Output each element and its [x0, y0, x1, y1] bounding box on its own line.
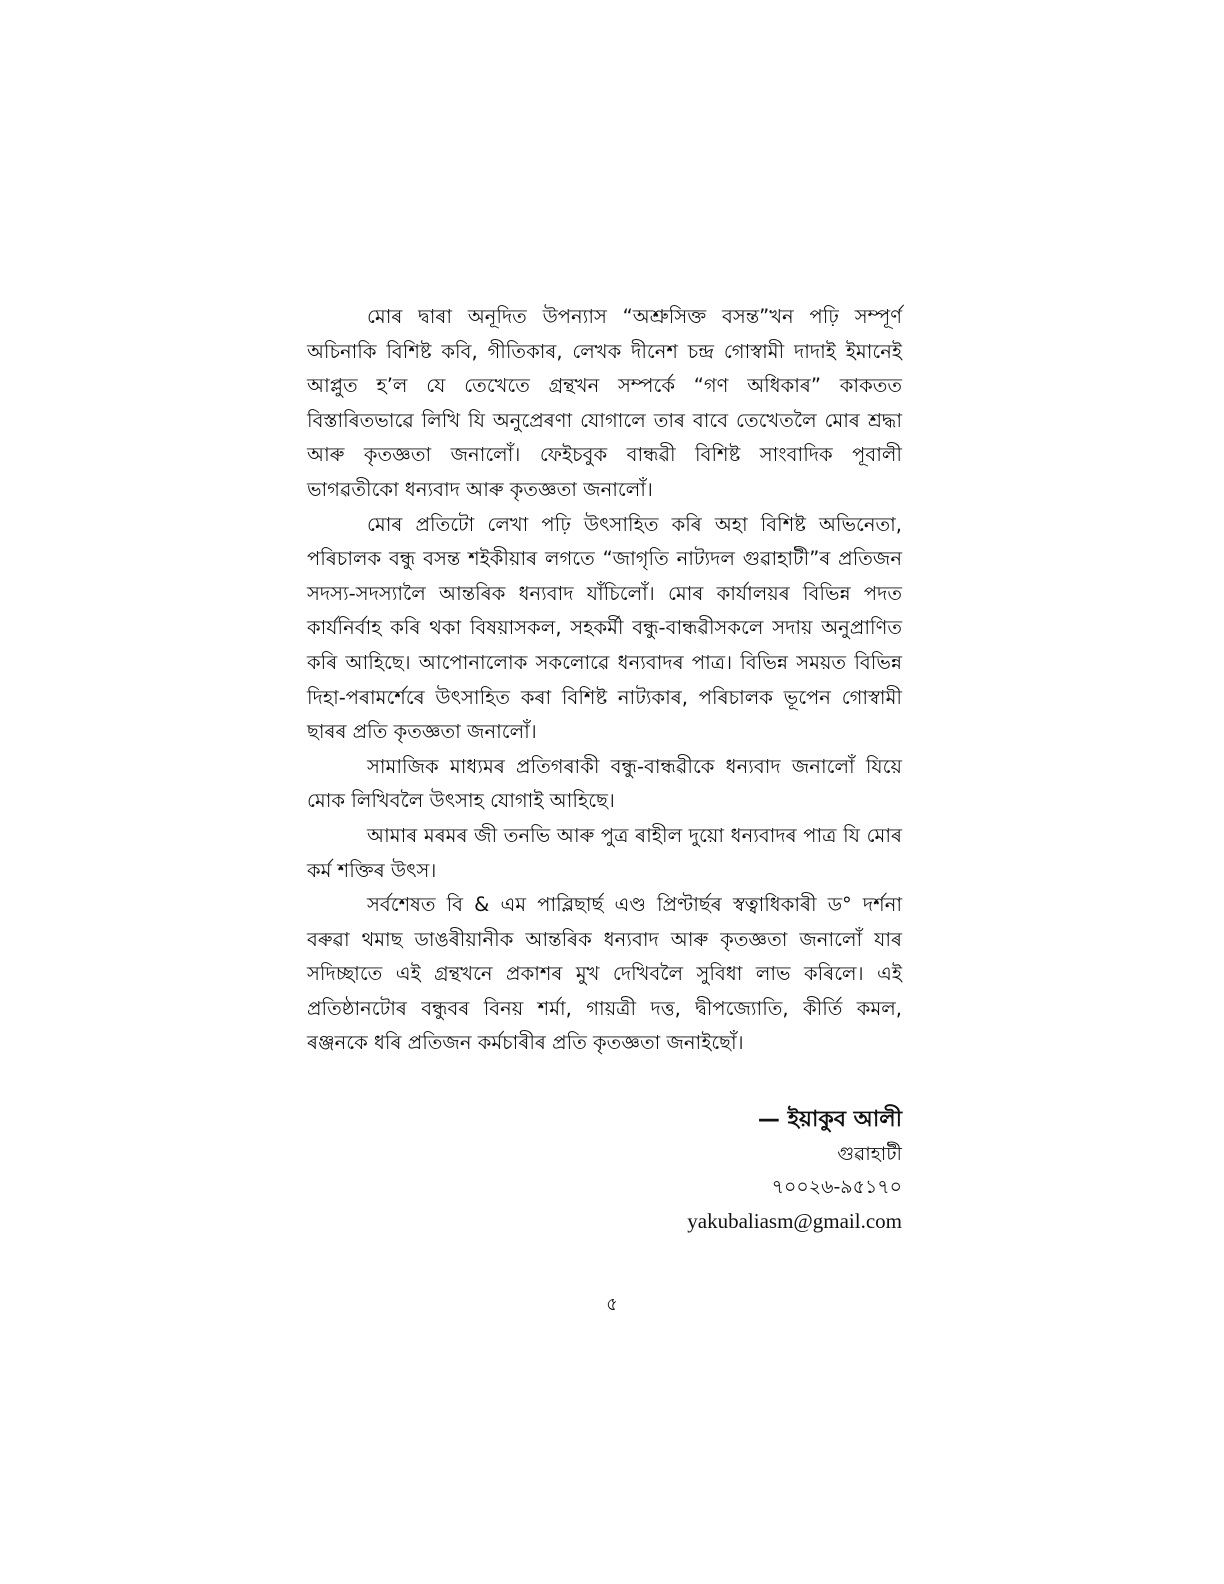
paragraph-2: মোৰ প্ৰতিটো লেখা পঢ়ি উৎসাহিত কৰি অহা বিশিষ্ট অভিনেতা, পৰিচালক বন্ধু বসন্ত শইকীয়াৰ লগতে “জাগৃতি নাট্যদল গুৱাহাটী”ৰ প্ৰতিজন সদস্য-সদস্যালৈ আন্তৰিক ধন্যবাদ যাঁচিলোঁ। মোৰ কাৰ্যালয়ৰ বিভিন্ন পদত কাৰ্যনিৰ্বাহ কৰি থকা বিষয়াসকল, সহকৰ্মী বন্ধু-বান্ধৱীসকলে সদায় অনুপ্ৰাণিত কৰি আহিছে। আপোনালোক সকলোৱে ধন্যবাদৰ পাত্ৰ। বিভিন্ন সময়ত বিভিন্ন দিহা-পৰামৰ্শেৰে উৎসাহিত কৰা বিশিষ্ট নাট্যকাৰ, পৰিচালক ভূপেন গোস্বামী ছাৰৰ প্ৰতি কৃতজ্ঞতা জনালোঁ।	[307, 512, 902, 744]
author-email: yakubaliasm@gmail.com	[687, 1209, 902, 1233]
paragraph-5: সৰ্বশেষত বি & এম পাব্লিছাৰ্ছ এণ্ড প্ৰিণ্টাৰ্ছৰ স্বত্বাধিকাৰী ড° দৰ্শনা বৰুৱা থমাছ ডাঙৰীয়ানীক আন্তৰিক ধন্যবাদ আৰু কৃতজ্ঞতা জনালোঁ যাৰ সদিচ্ছাতে এই গ্ৰন্থখনে প্ৰকাশৰ মুখ দেখিবলৈ সুবিধা লাভ কৰিলে। এই প্ৰতিষ্ঠানটোৰ বন্ধুবৰ বিনয় শৰ্মা, গায়ত্ৰী দত্ত, দ্বীপজ্যোতি, কীৰ্তি কমল, ৰঞ্জনকে ধৰি প্ৰতিজন কৰ্মচাৰীৰ প্ৰতি কৃতজ্ঞতা জনাইছোঁ।	[307, 893, 902, 1055]
author-phone: ৭০০২৬-৯৫১৭০	[771, 1176, 902, 1198]
paragraph-3: সামাজিক মাধ্যমৰ প্ৰতিগৰাকী বন্ধু-বান্ধৱীকে ধন্যবাদ জনালোঁ যিয়ে মোক লিখিবলৈ উৎসাহ যোগাই আহিছে।	[307, 754, 902, 813]
paragraph-1: মোৰ দ্বাৰা অনূদিত উপন্যাস “অশ্ৰুসিক্ত বসন্ত”খন পঢ়ি সম্পূৰ্ণ অচিনাকি বিশিষ্ট কবি, গীতিকাৰ, লেখক দীনেশ চন্দ্ৰ গোস্বামী দাদাই ইমানেই আপ্লুত হ’ল যে তেখেতে গ্ৰন্থখন সম্পৰ্কে “গণ অধিকাৰ” কাকতত বিস্তাৰিতভাৱে লিখি যি অনুপ্ৰেৰণা যোগালে তাৰ বাবে তেখেতলৈ মোৰ শ্ৰদ্ধা আৰু কৃতজ্ঞতা জনালোঁ। ফেইচবুক বান্ধৱী বিশিষ্ট সাংবাদিক পূবালী ভাগৱতীকো ধন্যবাদ আৰু কৃতজ্ঞতা জনালোঁ।	[307, 305, 902, 501]
author-place: গুৱাহাটী	[837, 1143, 902, 1165]
acknowledgement-text	[307, 300, 902, 1061]
paragraph-4: আমাৰ মৰমৰ জী তনভি আৰু পুত্ৰ ৰাহীল দুয়ো ধন্যবাদৰ পাত্ৰ যি মোৰ কৰ্ম শক্তিৰ উৎস।	[307, 823, 902, 882]
author-signature-block	[687, 1102, 902, 1238]
page-number: ৫	[606, 1294, 618, 1315]
author-name: — ইয়াকুব আলী	[757, 1107, 902, 1132]
